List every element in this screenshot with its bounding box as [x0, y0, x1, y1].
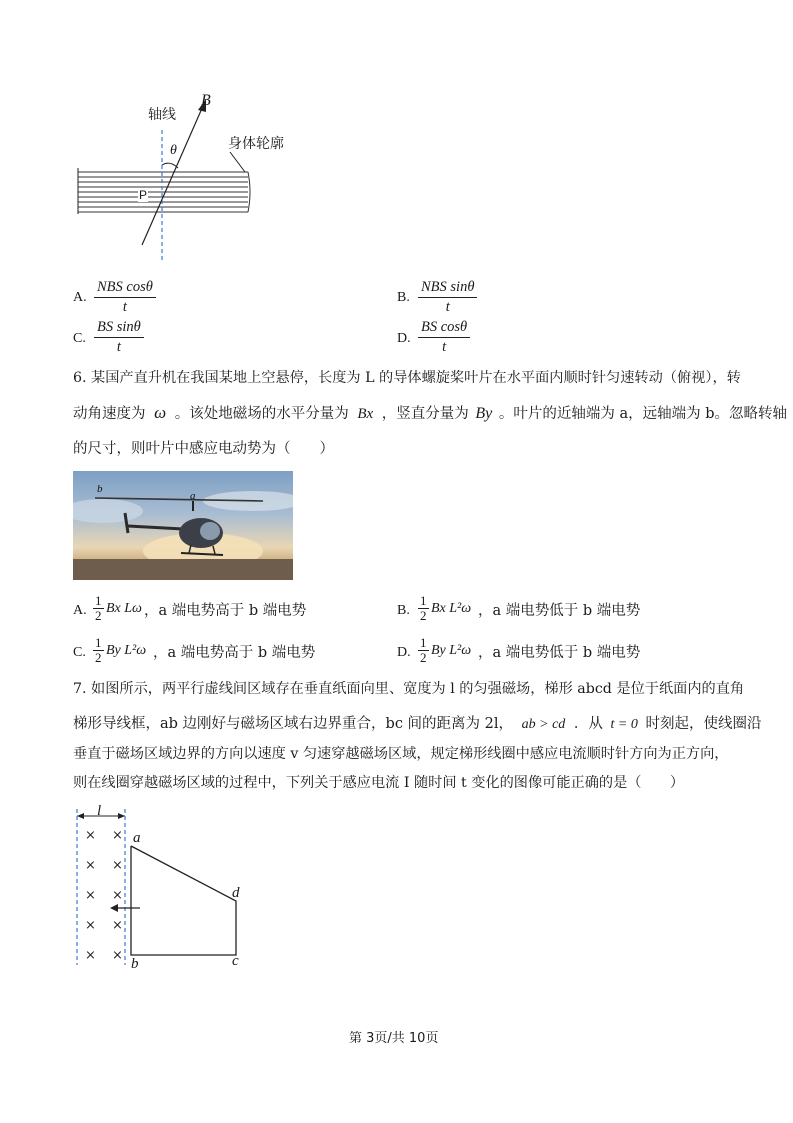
vertex-c: c	[232, 953, 239, 969]
half-num: 1	[420, 593, 427, 608]
half-num: 1	[420, 635, 427, 650]
q7-line2c: 时刻起，使线圈沿	[645, 716, 762, 732]
q5-option-a-fraction[interactable]	[94, 279, 156, 316]
cross-3: ×	[85, 858, 96, 873]
q5-option-d-num: BS cosθ	[418, 319, 470, 338]
q5-option-a-den: t	[122, 299, 127, 315]
q6-option-b-expr[interactable]: Bx L²ω	[431, 601, 472, 616]
q6-omega: ω	[154, 403, 167, 422]
q6-option-a-letter[interactable]: A.	[73, 603, 87, 618]
q6-option-d-half	[418, 636, 429, 665]
q6-line1: 6. 某国产直升机在我国某地上空悬停，长度为 L 的导体螺旋桨叶片在水平面内顺时针匀速转动（俯视），转	[73, 370, 741, 386]
q6-option-d-expr[interactable]: By L²ω	[431, 643, 472, 658]
cross-10: ×	[112, 948, 123, 963]
half-den: 2	[420, 650, 427, 665]
q6-line3: 的尺寸，则叶片中感应电动势为（ ）	[73, 441, 334, 457]
q5-option-d-letter[interactable]: D.	[397, 331, 411, 346]
q6-option-a-half	[93, 594, 104, 623]
vertex-b: b	[131, 956, 139, 972]
q5-option-d-fraction[interactable]	[418, 319, 470, 356]
half-num: 1	[95, 593, 102, 608]
b-field-arrow	[142, 106, 203, 245]
q7-line2b: ．从	[573, 716, 603, 732]
q6-option-b-half	[418, 594, 429, 623]
half-num: 1	[95, 635, 102, 650]
photo-label-a: a	[190, 490, 196, 502]
q6-option-b-letter[interactable]: B.	[397, 603, 410, 618]
q6-line2a: 动角速度为	[73, 406, 146, 422]
q5-option-d-den: t	[442, 339, 447, 355]
q5-option-c-num: BS sinθ	[94, 319, 144, 338]
q6-option-d-letter[interactable]: D.	[397, 645, 411, 660]
cross-2: ×	[112, 828, 123, 843]
q6-line2b: 。该处地磁场的水平分量为	[174, 406, 349, 422]
q7-line2	[73, 715, 761, 734]
q7-line3: 垂直于磁场区域边界的方向以速度 v 匀速穿越磁场区域，规定梯形线圈中感应电流顺时针方向为正方向，	[73, 746, 729, 762]
q6-line2c: ，竖直分量为	[381, 406, 469, 422]
q7-line4: 则在线圈穿越磁场区域的过程中，下列关于感应电流 I 随时间 t 变化的图像可能正确的是（ ）	[73, 775, 685, 791]
cross-6: ×	[112, 888, 123, 903]
photo-label-b: b	[97, 483, 103, 495]
q5-option-b-num: NBS sinθ	[418, 279, 477, 298]
q7-condition: ab > cd	[521, 717, 566, 732]
q6-option-a-text[interactable]: ，a 端电势高于 b 端电势	[144, 603, 307, 619]
q5-option-b-fraction[interactable]	[418, 279, 477, 316]
q5-option-b-letter[interactable]: B.	[397, 290, 410, 305]
cross-5: ×	[85, 888, 96, 903]
cross-1: ×	[85, 828, 96, 843]
vertex-a: a	[133, 830, 141, 846]
cross-7: ×	[85, 918, 96, 933]
half-den: 2	[95, 650, 102, 665]
axis-label: 轴线	[148, 107, 176, 123]
half-den: 2	[420, 608, 427, 623]
theta-label: θ	[170, 143, 177, 158]
q5-option-c-letter[interactable]: C.	[73, 331, 86, 346]
cross-8: ×	[112, 918, 123, 933]
coil-figure	[70, 90, 320, 280]
helicopter-photo	[73, 471, 293, 580]
q6-bx: Bx	[357, 406, 374, 422]
q6-option-c-text[interactable]: ，a 端电势高于 b 端电势	[153, 645, 316, 661]
q6-option-c-letter[interactable]: C.	[73, 645, 86, 660]
trapezoid-abcd	[131, 846, 236, 955]
q5-option-c-fraction[interactable]	[94, 319, 144, 356]
q7-line1: 7. 如图所示，两平行虚线间区域存在垂直纸面向里、宽度为 l 的匀强磁场，梯形 abcd 是位于纸面内的直角	[73, 681, 745, 697]
q6-line2	[73, 404, 787, 423]
page-footer: 第 3页/共 10页	[349, 1031, 439, 1046]
q5-option-c-den: t	[116, 339, 121, 355]
p-label: P	[139, 188, 148, 202]
q6-by: By	[475, 405, 493, 422]
q6-option-c-expr[interactable]: By L²ω	[106, 643, 147, 658]
q5-option-a-num: NBS cosθ	[94, 279, 156, 298]
q6-option-a-expr[interactable]: Bx Lω	[106, 601, 142, 616]
coil-windings	[78, 168, 248, 214]
q5-option-b-den: t	[445, 299, 450, 315]
q6-line2d: 。叶片的近轴端为 a，远轴端为 b。忽略转轴	[498, 406, 788, 422]
q6-option-d-text[interactable]: ，a 端电势低于 b 端电势	[478, 645, 641, 661]
q6-option-b-text[interactable]: ，a 端电势低于 b 端电势	[478, 603, 641, 619]
cross-4: ×	[112, 858, 123, 873]
body-outline-label: 身体轮廓	[228, 136, 284, 152]
q5-option-a-letter[interactable]: A.	[73, 290, 87, 305]
l-label: l	[97, 803, 102, 819]
q7-line2a: 梯形导线框，ab 边刚好与磁场区域右边界重合，bc 间的距离为 2l，	[73, 716, 514, 732]
q6-option-c-half	[93, 636, 104, 665]
q7-t0: t = 0	[610, 717, 638, 732]
half-den: 2	[95, 608, 102, 623]
vertex-d: d	[232, 885, 240, 901]
b-label: B	[201, 92, 211, 109]
cross-9: ×	[85, 948, 96, 963]
